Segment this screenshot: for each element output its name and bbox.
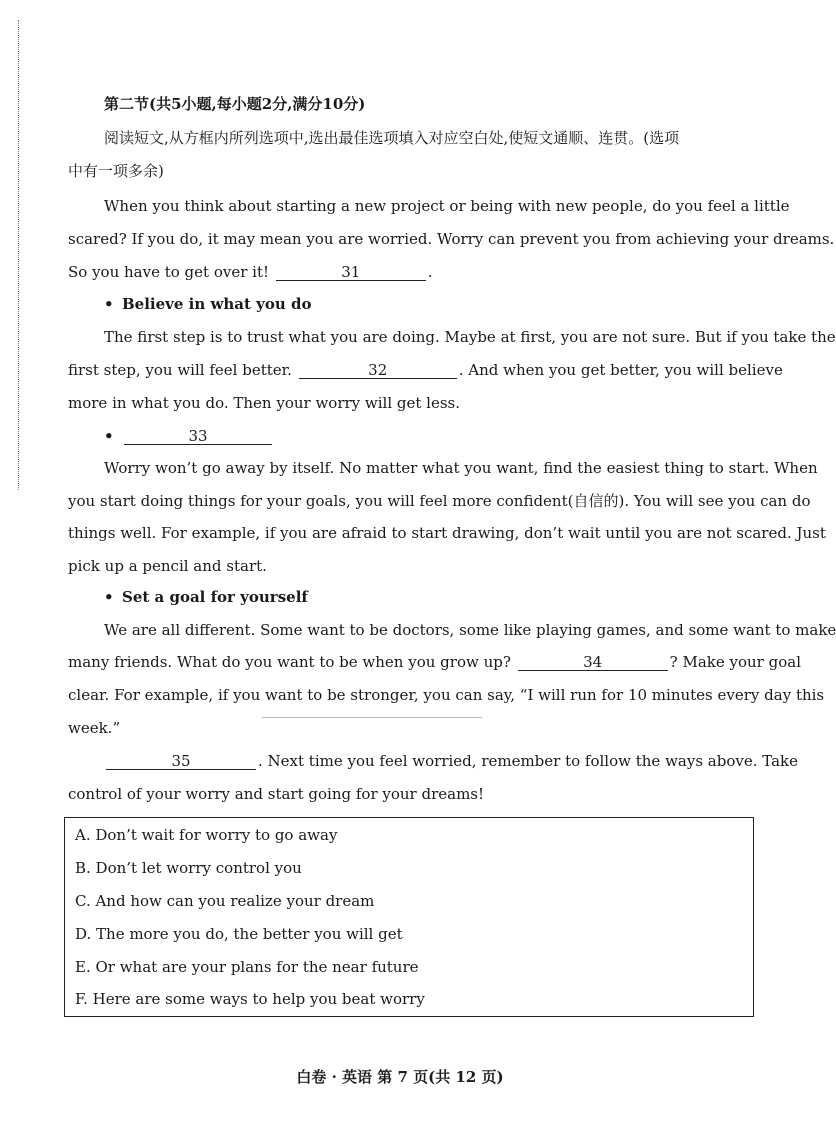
subheading-33 (104, 426, 756, 446)
option-e[interactable]: E. Or what are your plans for the near future (75, 958, 419, 976)
instruction-line-1: 阅读短文,从方框内所列选项中,选出最佳选项填入对应空白处,使短文通顺、连贯。(选项 (104, 129, 680, 147)
passage-line: you start doing things for your goals, you will feel more confident(自信的). You will see you can do (68, 492, 811, 510)
option-d[interactable]: D. The more you do, the better you will get (75, 925, 403, 943)
passage-line: things well. For example, if you are afraid to start drawing, don’t wait until you are not scared. Just (68, 524, 826, 542)
passage-line: clear. For example, if you want to be stronger, you can say, “I will run for 10 minutes every day this (68, 686, 825, 704)
blank-31[interactable]: 31 (276, 264, 426, 281)
subheading-believe (104, 294, 756, 314)
option-b[interactable]: B. Don’t let worry control you (75, 859, 302, 877)
option-a[interactable]: A. Don’t wait for worry to go away (75, 826, 338, 844)
section-heading: 第二节(共5小题,每小题2分,满分10分) (104, 95, 366, 113)
option-f[interactable]: F. Here are some ways to help you beat worry (75, 990, 425, 1008)
blank-34[interactable]: 34 (518, 654, 668, 671)
passage-line: week.” (68, 719, 121, 737)
passage-text: many friends. What do you want to be when you grow up? (68, 653, 511, 671)
blank-33[interactable]: 33 (124, 428, 272, 445)
bullet-icon: • (104, 427, 114, 445)
passage-text: . Next time you feel worried, remember to follow the ways above. Take (258, 752, 799, 770)
passage-line (104, 751, 799, 771)
passage-text: So you have to get over it! (68, 263, 270, 281)
bullet-icon: • (104, 295, 114, 313)
bullet-icon: • (104, 588, 114, 606)
passage-text: . (427, 263, 433, 281)
passage-line (68, 262, 756, 282)
blank-35[interactable]: 35 (106, 753, 256, 770)
passage-line: Worry won’t go away by itself. No matter what you want, find the easiest thing to start. When (104, 459, 818, 477)
passage-line (68, 652, 801, 672)
passage-line: scared? If you do, it may mean you are worried. Worry can prevent you from achieving your dreams. (68, 230, 835, 248)
passage-text: ? Make your goal (669, 653, 801, 671)
passage-line: control of your worry and start going for your dreams! (68, 785, 485, 803)
passage-line (68, 360, 783, 380)
passage-line: When you think about starting a new project or being with new people, do you feel a little (104, 197, 790, 215)
subheading-text: Believe in what you do (122, 295, 312, 313)
subheading-goal (104, 587, 756, 607)
passage-line: The first step is to trust what you are doing. Maybe at first, you are not sure. But if you take the (104, 328, 836, 346)
instruction-line-2: 中有一项多余) (68, 162, 164, 180)
passage-line: more in what you do. Then your worry will get less. (68, 394, 461, 412)
page-footer: 白卷 · 英语 第 7 页(共 12 页) (296, 1068, 504, 1086)
option-c[interactable]: C. And how can you realize your dream (75, 892, 375, 910)
passage-text: first step, you will feel better. (68, 361, 292, 379)
blank-32[interactable]: 32 (299, 362, 457, 379)
passage-text: . And when you get better, you will believe (458, 361, 783, 379)
faint-rule (262, 717, 482, 718)
passage-line: pick up a pencil and start. (68, 557, 267, 575)
options-box (64, 817, 754, 1017)
subheading-text: Set a goal for yourself (122, 588, 308, 606)
passage-line: We are all different. Some want to be doctors, some like playing games, and some want to make (104, 621, 836, 639)
